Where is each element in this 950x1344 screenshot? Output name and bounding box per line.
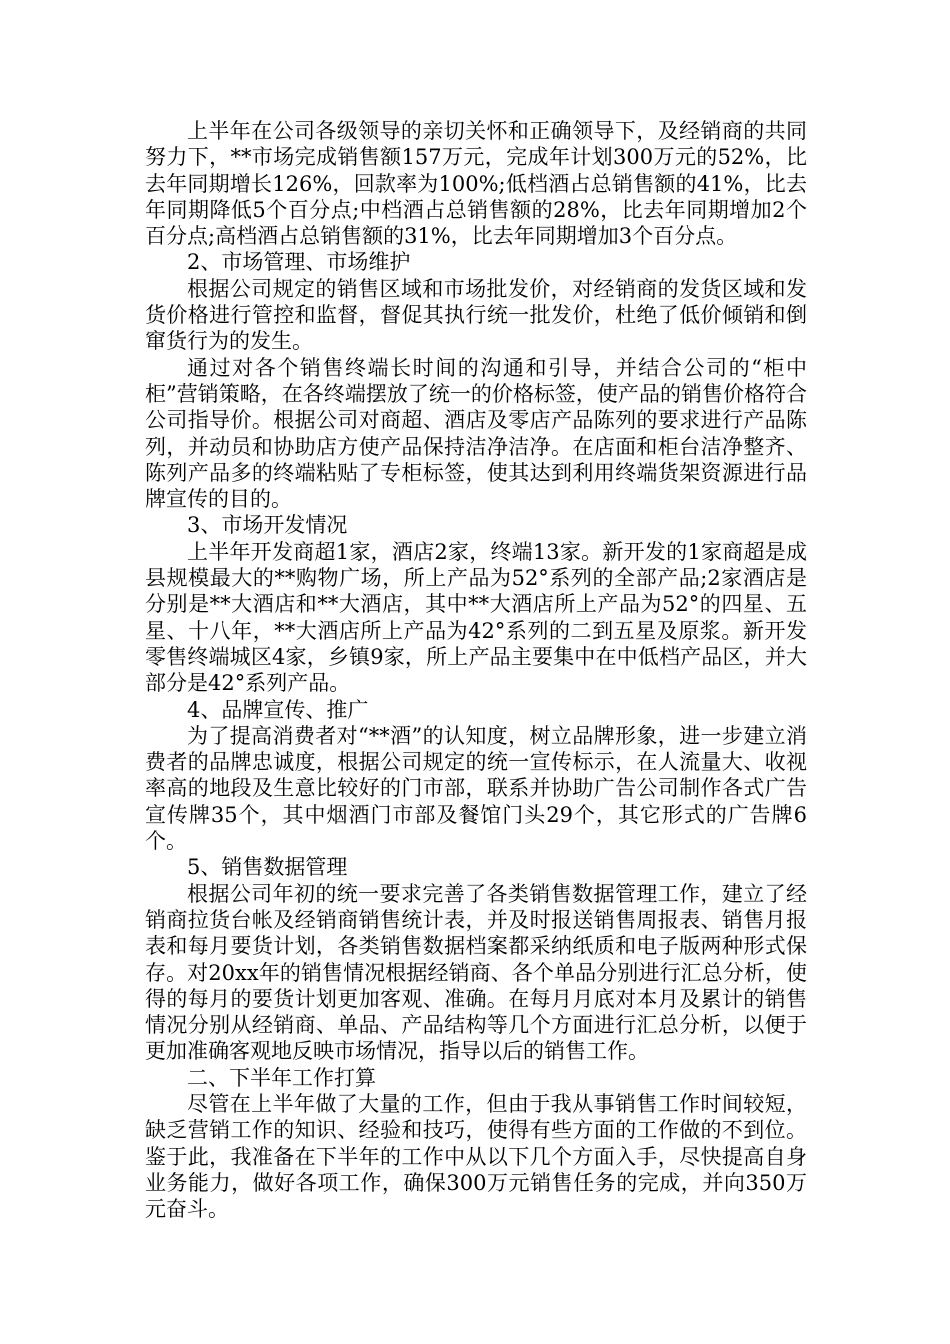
document-page: [145, 118, 807, 1222]
paragraph-brand-promotion: 为了提高消费者对“**酒”的认知度，树立品牌形象，进一步建立消费者的品牌忠诚度，根据公司规定的统一宣传标示，在人流量大、收视率高的地段及生意比较好的门市部，联系并协助广告公司制作各式广告宣传牌35个，其中烟酒门市部及餐馆门头29个，其它形式的广告牌6个。: [145, 723, 807, 854]
paragraph-sales-data: 根据公司年初的统一要求完善了各类销售数据管理工作，建立了经销商拉货台帐及经销商销售统计表，并及时报送销售周报表、销售月报表和每月要货计划，各类销售数据档案都采纳纸质和电子版两种形式保存。对20xx年的销售情况根据经销商、各个单品分别进行汇总分析，使得的每月的要货计划更加客观、准确。在每月月底对本月及累计的销售情况分别从经销商、单品、产品结构等几个方面进行汇总分析，以便于更加准确客观地反映市场情况，指导以后的销售工作。: [145, 881, 807, 1064]
paragraph-new-outlets: 上半年开发商超1家，酒店2家，终端13家。新开发的1家商超是成县规模最大的**购物广场，所上产品为52°系列的全部产品;2家酒店是分别是**大酒店和**大酒店，其中**大酒店所上产品为52°的四星、五星、十八年，**大酒店所上产品为42°系列的二到五星及原浆。新开发零售终端城区4家，乡镇9家，所上产品主要集中在中低档产品区，并大部分是42°系列产品。: [145, 539, 807, 696]
paragraph-price-control: 根据公司规定的销售区域和市场批发价，对经销商的发货区域和发货价格进行管控和监督，督促其执行统一批发价，杜绝了低价倾销和倒窜货行为的发生。: [145, 276, 807, 354]
section-heading-sales-data: 5、销售数据管理: [187, 855, 348, 880]
paragraph-first-half-summary: 上半年在公司各级领导的亲切关怀和正确领导下，及经销商的共同努力下，**市场完成销售额157万元，完成年计划300万元的52%，比去年同期增长126%，回款率为100%;低档酒占总销售额的41%，比去年同期降低5个百分点;中档酒占总销售额的28%，比去年同期增加2个百分点;高档酒占总销售额的31%，比去年同期增加3个百分点。: [145, 119, 807, 249]
section-heading-brand-promotion: 4、品牌宣传、推广: [187, 697, 369, 722]
section-heading-second-half-plan: 二、下半年工作打算: [187, 1065, 376, 1090]
section-heading-market-development: 3、市场开发情况: [187, 513, 348, 538]
section-heading-market-management: 2、市场管理、市场维护: [187, 250, 411, 275]
paragraph-second-half-plan: 尽管在上半年做了大量的工作，但由于我从事销售工作时间较短，缺乏营销工作的知识、经验和技巧，使得有些方面的工作做的不到位。鉴于此，我准备在下半年的工作中从以下几个方面入手，尽快提高自身业务能力，做好各项工作，确保300万元销售任务的完成，并向350万元奋斗。: [145, 1091, 807, 1222]
paragraph-terminal-display: 通过对各个销售终端长时间的沟通和引导，并结合公司的“柜中柜”营销策略，在各终端摆放了统一的价格标签，使产品的销售价格符合公司指导价。根据公司对商超、酒店及零店产品陈列的要求进行产品陈列，并动员和协助店方使产品保持洁净洁净。在店面和柜台洁净整齐、陈列产品多的终端粘贴了专柜标签，使其达到利用终端货架资源进行品牌宣传的目的。: [145, 355, 807, 512]
